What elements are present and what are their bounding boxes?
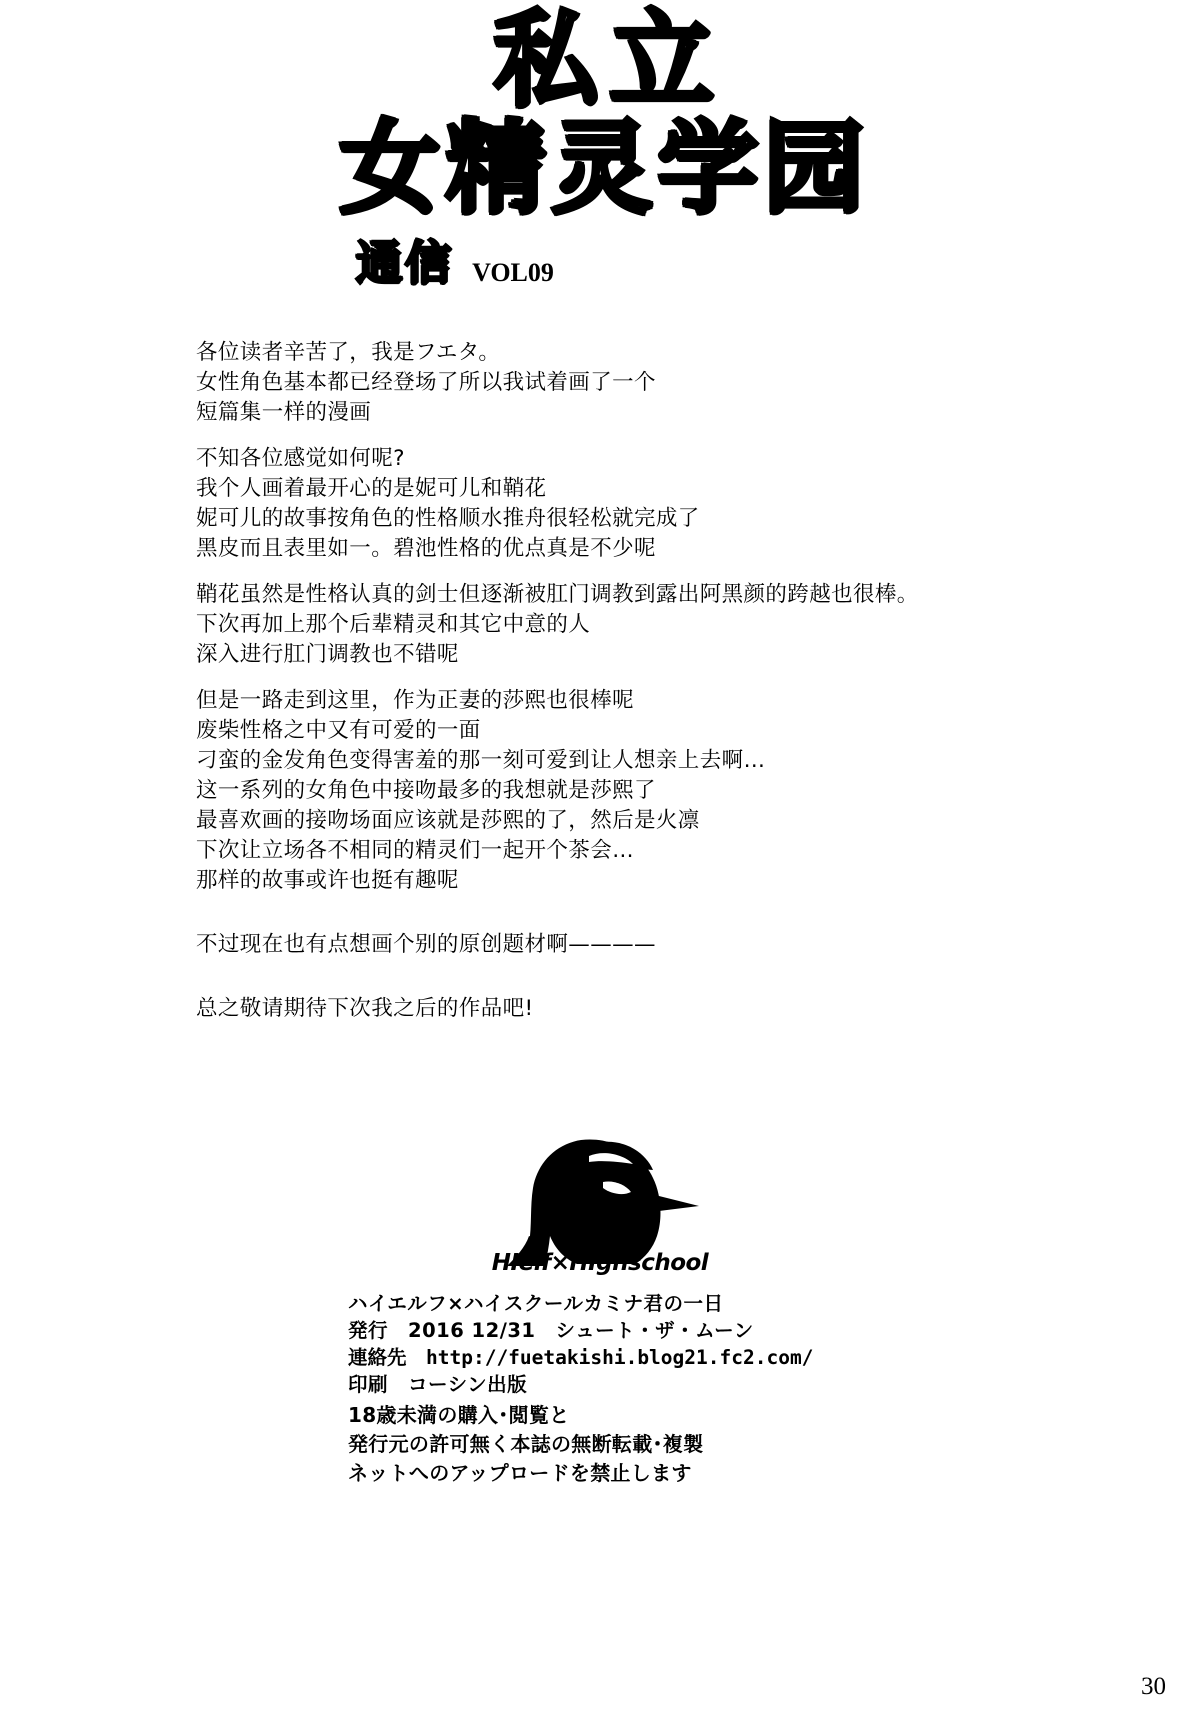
text-line: 我个人画着最开心的是妮可儿和鞘花 xyxy=(196,476,547,501)
afterword-text xyxy=(196,338,1056,1024)
title-line-2: 女精灵学园 xyxy=(340,110,870,227)
text-line: 最喜欢画的接吻场面应该就是莎熙的了，然后是火凛 xyxy=(196,808,700,833)
paragraph xyxy=(196,444,1056,564)
title-volume: VOL09 xyxy=(472,258,554,287)
spacer xyxy=(196,976,1056,994)
notice-line: 発行元の許可無く本誌の無断転載･複製 xyxy=(348,1432,704,1456)
logo-graphic xyxy=(485,1130,715,1285)
text-line: 总之敬请期待下次我之后的作品吧! xyxy=(196,996,534,1021)
text-line: 各位读者辛苦了，我是フエタ。 xyxy=(196,340,501,365)
title-subtitle-row xyxy=(0,227,910,293)
text-line: 深入进行肛门调教也不错呢 xyxy=(196,642,459,667)
paragraph xyxy=(196,686,1056,896)
colophon xyxy=(348,1290,868,1398)
text-line: 下次再加上那个后辈精灵和其它中意的人 xyxy=(196,612,591,637)
text-line: 废柴性格之中又有可爱的一面 xyxy=(196,718,481,743)
text-line: 下次让立场各不相同的精灵们一起开个茶会… xyxy=(196,838,635,863)
text-line: 女性角色基本都已经登场了所以我试着画了一个 xyxy=(196,370,656,395)
page-number: 30 xyxy=(1141,1673,1166,1700)
page-title xyxy=(0,0,1200,293)
paragraph xyxy=(196,930,1056,960)
title-line-1: 私立 xyxy=(493,0,726,121)
circle-logo xyxy=(0,1130,1200,1285)
text-line: 妮可儿的故事按角色的性格顺水推舟很轻松就完成了 xyxy=(196,506,700,531)
paragraph xyxy=(196,994,1056,1024)
text-line: 黑皮而且表里如一。碧池性格的优点真是不少呢 xyxy=(196,536,656,561)
notice-line: 18歳未満の購入･閲覧と xyxy=(348,1403,570,1427)
text-line: 鞘花虽然是性格认真的剑士但逐渐被肛门调教到露出阿黑颜的跨越也很棒。 xyxy=(196,582,919,607)
text-line: 那样的故事或许也挺有趣呢 xyxy=(196,868,459,893)
text-line: 但是一路走到这里，作为正妻的莎熙也很棒呢 xyxy=(196,688,635,713)
spacer xyxy=(196,912,1056,930)
notice-line: ネットへのアップロードを禁止します xyxy=(348,1461,692,1485)
text-line: 短篇集一样的漫画 xyxy=(196,400,372,425)
text-line: 刁蛮的金发角色变得害羞的那一刻可爱到让人想亲上去啊… xyxy=(196,748,766,773)
elf-girl-silhouette-icon xyxy=(485,1130,715,1270)
colophon-line-contact: 連絡先 http://fuetakishi.blog21.fc2.com/ xyxy=(348,1346,814,1369)
logo-label: HIelf×HIghschool xyxy=(491,1250,709,1276)
colophon-line-title: ハイエルフ×ハイスクールカミナ君の一日 xyxy=(348,1292,724,1315)
legal-notice xyxy=(348,1401,868,1488)
colophon-line-publish: 発行 2016 12/31 シュート・ザ・ムーン xyxy=(348,1319,754,1342)
title-subtitle: 通信 xyxy=(356,236,455,290)
text-line: 不过现在也有点想画个别的原创题材啊———— xyxy=(196,932,656,957)
paragraph xyxy=(196,580,1056,670)
text-line: 这一系列的女角色中接吻最多的我想就是莎熙了 xyxy=(196,778,656,803)
colophon-line-printer: 印刷 コーシン出版 xyxy=(348,1373,528,1396)
text-line: 不知各位感觉如何呢? xyxy=(196,446,405,471)
paragraph xyxy=(196,338,1056,428)
